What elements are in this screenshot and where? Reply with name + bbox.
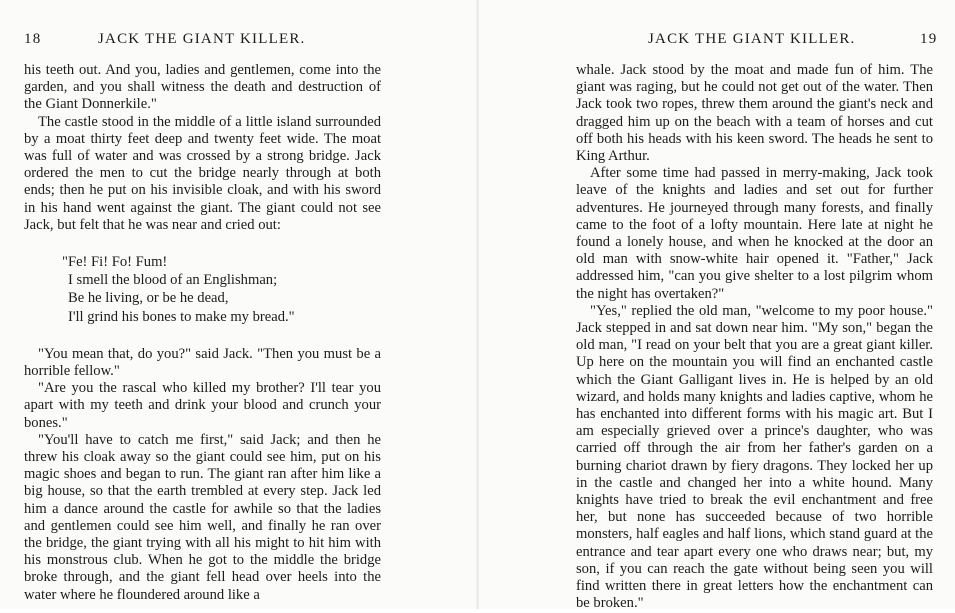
right-page-body	[576, 62, 933, 613]
right-page	[478, 0, 955, 612]
right-running-title: JACK THE GIANT KILLER.	[648, 31, 856, 47]
verse-line: I smell the blood of an Englishman;	[68, 272, 278, 289]
left-page	[0, 0, 477, 609]
paragraph: "Are you the rascal who killed my brother? I'll tear you apart with my teeth and drink your blood and crunch your bones."	[24, 380, 381, 431]
paragraph: After some time had passed in merry-making, Jack took leave of the knights and ladies and set out for further adventures. He journeyed through many forests, and finally came to the foot of a lofty mountain. Here late at night he found a lonely house, and when he knocked at the door an old man with snow-white hair opened it. "Father," Jack addressed him, "can you give shelter to a lost pilgrim whom the night has overtaken?"	[576, 165, 933, 302]
left-page-number: 18	[24, 31, 42, 47]
paragraph: The castle stood in the middle of a little island surrounded by a moat thirty feet deep and twenty feet wide. The moat was full of water and was crossed by a strong bridge. Jack ordered the men to cut the bridge nearly through at both ends; then he put on his invisible cloak, and with his sword in his hand went against the giant. The giant could not see Jack, but felt that he was near and cried out:	[24, 113, 381, 233]
paragraph: whale. Jack stood by the moat and made fun of him. The giant was raging, but he could not get out of the water. Then Jack took two ropes, threw them around the giant's neck and dragged him up on the beach with a team of horses and cut off both his heads with his keen sword. The heads he sent to King Arthur.	[576, 62, 933, 165]
paragraph: "You'll have to catch me first," said Jack; and then he threw his cloak away so the giant could see him, put on his magic shoes and began to run. The giant ran after him like a big house, so that the earth trembled at every step. Jack led him a dance around the castle for awhile so that the ladies and gentlemen could see him well, and finally he ran over the bridge, the giant trying with all his might to hit him with his monstrous club. When he got to the middle the bridge broke through, and the giant fell head over heels into the water where he floundered around like a	[24, 431, 381, 603]
paragraph: his teeth out. And you, ladies and gentlemen, come into the garden, and you shall witness the death and destruction of the Giant Donnerkile."	[24, 62, 381, 113]
verse-line: Be he living, or be he dead,	[68, 290, 229, 307]
left-running-title: JACK THE GIANT KILLER.	[98, 31, 306, 47]
verse-line: "Fe! Fi! Fo! Fum!	[62, 254, 168, 271]
giant-verse	[62, 253, 381, 326]
right-page-number: 19	[920, 31, 938, 47]
left-page-body	[24, 62, 381, 604]
verse-line: I'll grind his bones to make my bread."	[68, 308, 295, 325]
paragraph: "You mean that, do you?" said Jack. "Then you must be a horrible fellow."	[24, 345, 381, 380]
paragraph: "Yes," replied the old man, "welcome to my poor house." Jack stepped in and sat down near him. "My son," began the old man, "I read on your belt that you are a great giant killer. Up here on the mountain you will find an enchanted castle which the Giant Galligant lives in. He is helped by an old wizard, and holds many knights and ladies captive, whom he has enchanted into different forms with his magic art. But I am especially grieved over a prince's daughter, who was carried off through the air from her father's garden on a burning chariot drawn by fiery dragons. They locked her up in the castle and changed her into a white hound. Many knights have tried to break the evil enchantment and free her, but none has succeeded because of two horrible monsters, half eagles and half lions, which stand guard at the entrance and tear apart every one who draws near; but, my son, if you can reach the gate without being seen you will find written there in great letters how the enchantment can be broken."	[576, 302, 933, 612]
